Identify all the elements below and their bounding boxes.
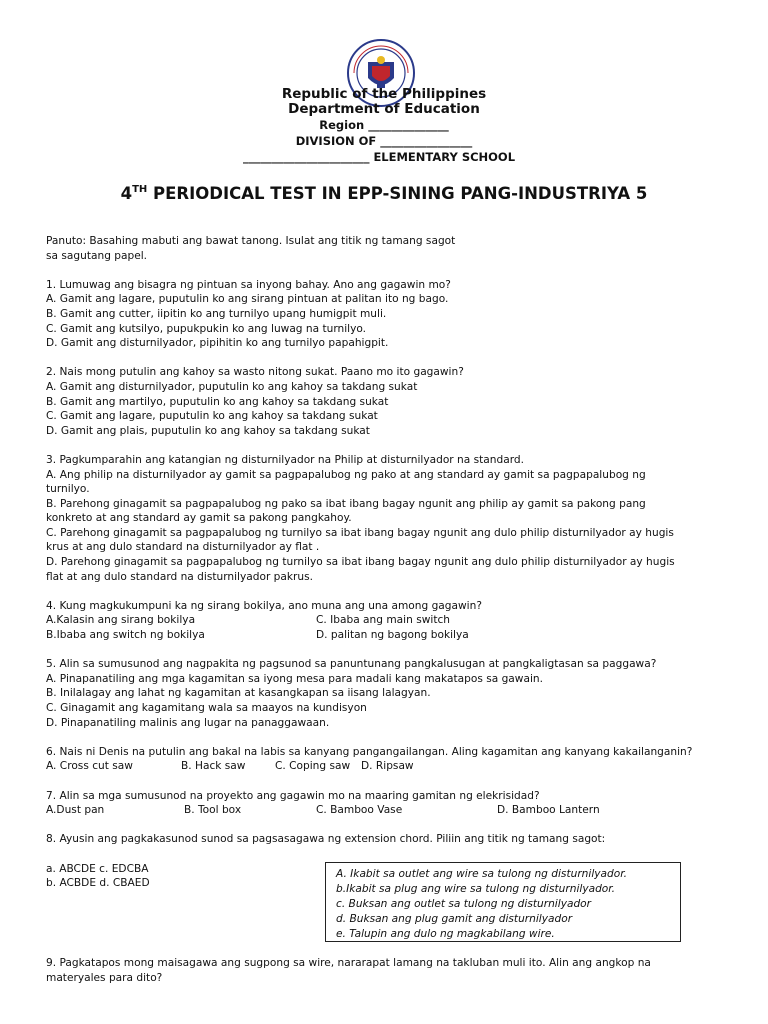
question-3-line: D. Parehong ginagamit sa pagpapalubog ng turnilyo sa ibat ibang bagay ngunit ang dulo philip disturnilyador ay hugis xyxy=(46,556,675,569)
question-2-choice: D. Gamit ang plais, puputulin ko ang kahoy sa takdang sukat xyxy=(46,424,370,437)
question-3-line: A. Ang philip na disturnilyador ay gamit sa pagpapalubog ng pako at ang standard ay gamit sa pagpapalubog ng xyxy=(46,468,646,481)
question-3-line: C. Parehong ginagamit sa pagpapalubog ng turnilyo sa ibat ibang bagay ngunit ang dulo philip disturnilyador ay hugis xyxy=(46,526,674,539)
question-5-choice: A. Pinapanatiling ang mga kagamitan sa iyong mesa para madali kang makatapos sa gawain. xyxy=(46,672,543,685)
question-5-choice: D. Pinapanatiling malinis ang lugar na panaggawaan. xyxy=(46,716,330,729)
question-8-choices-ac: a. ABCDE c. EDCBA xyxy=(46,862,149,875)
question-7-choice-a: A.Dust pan xyxy=(46,804,105,817)
question-6-choice-a: A. Cross cut saw xyxy=(46,760,133,773)
question-2-choice: C. Gamit ang lagare, puputulin ko ang kahoy sa takdang sukat xyxy=(46,410,378,423)
question-9-line: 9. Pagkatapos mong maisagawa ang sugpong sa wire, nararapat lamang na takluban muli ito. Alin ang angkop na xyxy=(46,957,651,969)
question-3-line: krus at ang dulo standard na disturnilyador ay flat . xyxy=(46,541,320,554)
question-1-choice: C. Gamit ang kutsilyo, pupukpukin ko ang luwag na turnilyo. xyxy=(46,322,367,335)
question-8-choices-bd: b. ACBDE d. CBAED xyxy=(46,877,150,890)
question-1-choice: A. Gamit ang lagare, puputulin ko ang sirang pintuan at palitan ito ng bago. xyxy=(46,293,449,306)
question-4-choices-row xyxy=(46,628,736,643)
question-4-choice-b: B.Ibaba ang switch ng bokilya xyxy=(46,629,205,642)
question-4-choice-a: A.Kalasin ang sirang bokilya xyxy=(46,614,196,627)
question-3-line: flat at ang dulo standard na disturnilyador pakrus. xyxy=(46,570,313,583)
step-item: A. Ikabit sa outlet ang wire sa tulong ng disturnilyador. xyxy=(336,868,627,880)
step-item: c. Buksan ang outlet sa tulong ng disturnilyador xyxy=(336,898,592,910)
question-3-line: B. Parehong ginagamit sa pagpapalubog ng pako sa ibat ibang bagay ngunit ang philip ay gamit sa pakong pang xyxy=(46,497,646,510)
question-5-choice: C. Ginagamit ang kagamitang wala sa maayos na kundisyon xyxy=(46,702,367,714)
question-7-choice-b: B. Tool box xyxy=(184,804,242,817)
school-line: ______________________ ELEMENTARY SCHOOL xyxy=(242,150,516,164)
title-ordinal-suffix: TH xyxy=(132,184,148,195)
question-8-steps-box xyxy=(325,862,681,942)
step-item: d. Buksan ang plug gamit ang disturnilyador xyxy=(336,913,573,925)
step-item: e. Talupin ang dulo ng magkabilang wire. xyxy=(336,928,555,940)
question-7-choice-c: C. Bamboo Vase xyxy=(316,804,403,817)
question-4-choices-row xyxy=(46,613,736,628)
question-1-choice: B. Gamit ang cutter, iipitin ko ang turnilyo upang humigpit muli. xyxy=(46,307,387,320)
question-9-block xyxy=(46,956,736,985)
question-1-choice: D. Gamit ang disturnilyador, pipihitin ko ang turnilyo papahigpit. xyxy=(46,337,389,350)
division-line: DIVISION OF ________________ xyxy=(295,134,473,148)
question-2-choice: A. Gamit ang disturnilyador, puputulin ko ang kahoy sa takdang sukat xyxy=(46,380,418,393)
question-8-stem: 8. Ayusin ang pagkakasunod sunod sa pagsasagawa ng extension chord. Piliin ang titik ng tamang sagot: xyxy=(46,833,606,846)
question-2-choice: B. Gamit ang martilyo, puputulin ko ang kahoy sa takdang sukat xyxy=(46,395,389,408)
question-6-choices-row xyxy=(46,759,736,774)
republic-heading: Republic of the Philippines xyxy=(281,86,487,102)
instructions-line: Panuto: Basahing mabuti ang bawat tanong. Isulat ang titik ng tamang sagot xyxy=(46,235,456,247)
question-3-line: turnilyo. xyxy=(46,483,90,496)
test-body xyxy=(46,234,736,891)
question-5-choice: B. Inilalagay ang lahat ng kagamitan at kasangkapan sa iisang lalagyan. xyxy=(46,687,431,700)
region-line: Region ______________ xyxy=(319,118,449,132)
question-6-choice-c: C. Coping saw xyxy=(275,760,351,773)
question-7-choices-row xyxy=(46,803,736,818)
question-4-choice-c: C. Ibaba ang main switch xyxy=(316,614,451,627)
title-ordinal: 4 xyxy=(120,184,133,203)
test-title xyxy=(0,184,768,203)
question-6-stem: 6. Nais ni Denis na putulin ang bakal na labis sa kanyang pangangailangan. Aling kagamitan ang kanyang kakailanganin? xyxy=(46,745,693,758)
question-3-line: konkreto at ang standard ay gamit sa pakong pangkahoy. xyxy=(46,512,352,525)
question-3-line: 3. Pagkumparahin ang katangian ng disturnilyador na Philip at disturnilyador na standard. xyxy=(46,453,524,466)
question-9-line: materyales para dito? xyxy=(46,971,163,984)
question-4-stem: 4. Kung magkukumpuni ka ng sirang bokilya, ano muna ang una among gagawin? xyxy=(46,599,482,612)
question-1-stem: 1. Lumuwag ang bisagra ng pintuan sa inyong bahay. Ano ang gagawin mo? xyxy=(46,278,451,291)
question-5-stem: 5. Alin sa sumusunod ang nagpakita ng pagsunod sa panuntunang pangkalusugan at pangkaligtasan sa paggawa? xyxy=(46,658,657,671)
department-heading: Department of Education xyxy=(288,101,480,117)
question-2-stem: 2. Nais mong putulin ang kahoy sa wasto nitong sukat. Paano mo ito gagawin? xyxy=(46,366,464,379)
question-4-choice-d: D. palitan ng bagong bokilya xyxy=(316,629,469,642)
title-text: PERIODICAL TEST IN EPP-SINING PANG-INDUSTRIYA 5 xyxy=(147,184,648,203)
question-7-choice-d: D. Bamboo Lantern xyxy=(497,804,600,817)
question-6-choice-d: D. Ripsaw xyxy=(361,760,414,773)
question-7-stem: 7. Alin sa mga sumusunod na proyekto ang gagawin mo na maaring gamitan ng elekrisidad? xyxy=(46,789,540,802)
step-item: b.Ikabit sa plug ang wire sa tulong ng disturnilyador. xyxy=(336,883,616,895)
question-6-choice-b: B. Hack saw xyxy=(181,760,246,773)
instructions-line: sa sagutang papel. xyxy=(46,249,148,262)
